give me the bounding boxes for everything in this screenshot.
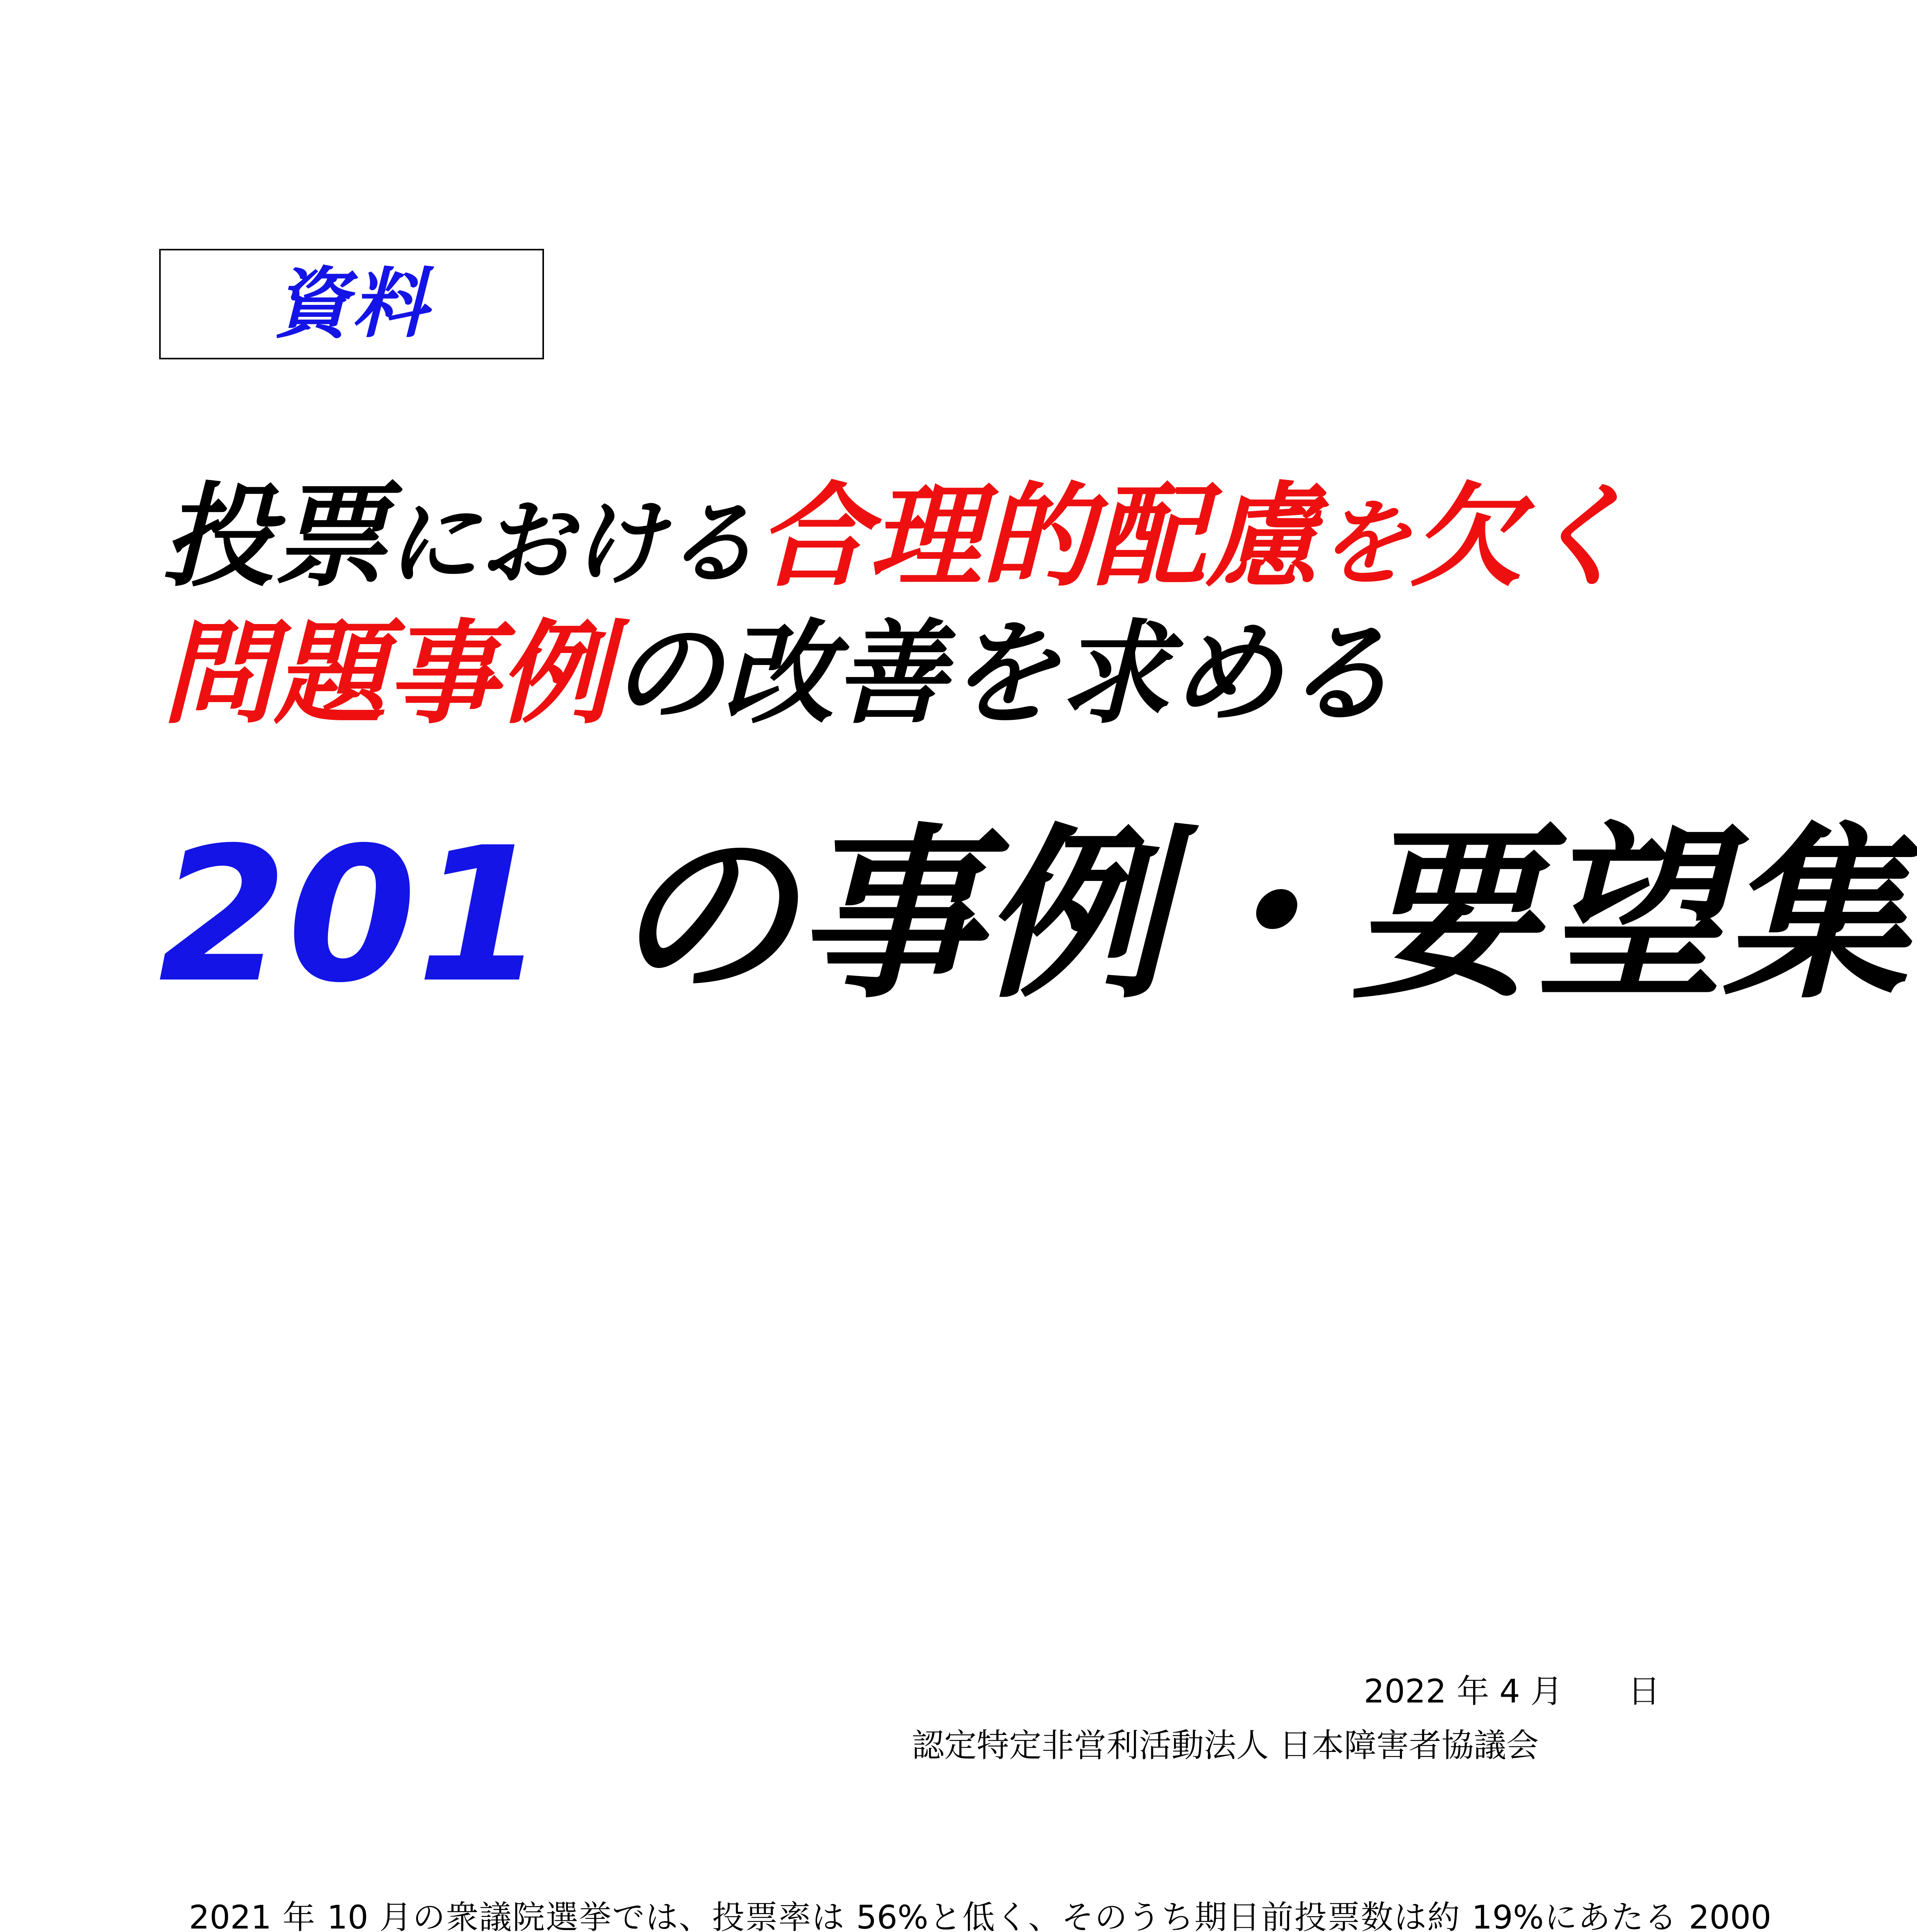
title-line-2 (162, 609, 1395, 739)
title-line-1 (162, 472, 1635, 602)
title-word-problem-cases: 問題事例 (162, 609, 610, 739)
title-collection-name: の事例・要望集 (545, 808, 1909, 1024)
title-word-vote: 投票 (162, 472, 386, 602)
title-line-3 (158, 808, 1909, 1024)
title-word-lacking: 欠く (1410, 472, 1635, 602)
body-paragraph-1: 2021 年 10 月の衆議院選挙では、投票率は 56%と低く、そのうち期日前投票数は約 19%にあたる 2000 (189, 1898, 1771, 1932)
title-particle-niokeru: における (386, 489, 758, 597)
document-label-box (159, 249, 544, 359)
document-label: 資料 (273, 260, 430, 348)
title-word-seeking-improvement: の改善を求める (610, 609, 1395, 739)
title-word-reasonable-accommodation: 合理的配慮 (757, 472, 1318, 602)
publisher-organization: 認定特定非営利活動法人 日本障害者協議会 (912, 1726, 1539, 1764)
title-count-number: 201 (158, 808, 546, 1024)
title-particle-wo: を (1317, 489, 1411, 597)
body-text (156, 1891, 1771, 1932)
issue-date: 2022 年 4 月 日 (1364, 1672, 1660, 1710)
